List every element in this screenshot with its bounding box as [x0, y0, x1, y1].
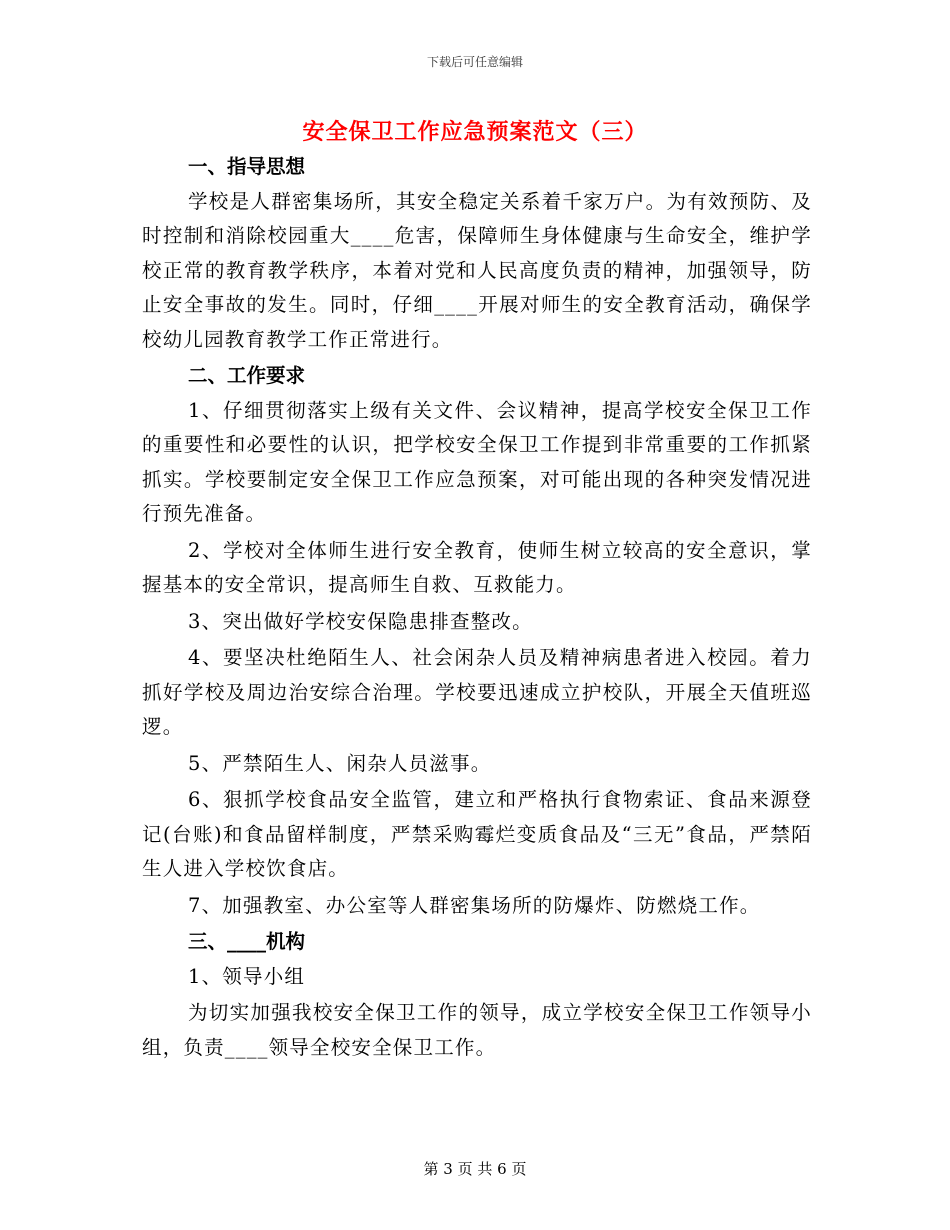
section-heading-guiding-ideology: 一、指导思想: [188, 155, 306, 178]
requirement-item-1: 1、仔细贯彻落实上级有关文件、会议精神，提高学校安全保卫工作的重要性和必要性的认识，把学校安全保卫工作提到非常重要的工作抓紧抓实。学校要制定安全保卫工作应急预案，对可能出现的各种突发情况进行预先准备。: [142, 398, 812, 525]
section-heading-work-requirements: 二、工作要求: [188, 364, 306, 387]
page-number-footer: 第 3 页 共 6 页: [423, 1160, 527, 1178]
paragraph-leading-group: 为切实加强我校安全保卫工作的领导，成立学校安全保卫工作领导小组，负责____领导全校安全保卫工作。: [142, 1001, 812, 1059]
header-note: 下载后可任意编辑: [426, 55, 523, 69]
requirement-item-6: 6、狠抓学校食品安全监管，建立和严格执行食物索证、食品来源登记(台账)和食品留样制度，严禁采购霉烂变质食品及“三无”食品，严禁陌生人进入学校饮食店。: [142, 788, 812, 880]
subheading-leading-group: 1、领导小组: [188, 964, 306, 988]
requirement-item-3: 3、突出做好学校安保隐患排查整改。: [188, 609, 533, 633]
requirement-item-7: 7、加强教室、办公室等人群密集场所的防爆炸、防燃烧工作。: [188, 893, 761, 917]
document-body: [142, 150, 812, 1065]
paragraph-guiding-ideology: 学校是人群密集场所，其安全稳定关系着千家万户。为有效预防、及时控制和消除校园重大____危害，保障师生身体健康与生命安全，维护学校正常的教育教学秩序，本着对党和人民高度负责的精神，加强领导，防止安全事故的发生。同时，仔细____开展对师生的安全教育活动，确保学校幼儿园教育教学工作正常进行。: [142, 189, 812, 351]
requirement-item-4: 4、要坚决杜绝陌生人、社会闲杂人员及精神病患者进入校园。着力抓好学校及周边治安综合治理。学校要迅速成立护校队，开展全天值班巡逻。: [142, 646, 812, 738]
section-heading-organization: 三、____机构: [188, 930, 306, 953]
document-title: 安全保卫工作应急预案范文（三）: [302, 119, 648, 145]
requirement-item-5: 5、严禁陌生人、闲杂人员滋事。: [188, 751, 492, 775]
requirement-item-2: 2、学校对全体师生进行安全教育，使师生树立较高的安全意识，掌握基本的安全常识，提高师生自救、互救能力。: [142, 538, 812, 596]
